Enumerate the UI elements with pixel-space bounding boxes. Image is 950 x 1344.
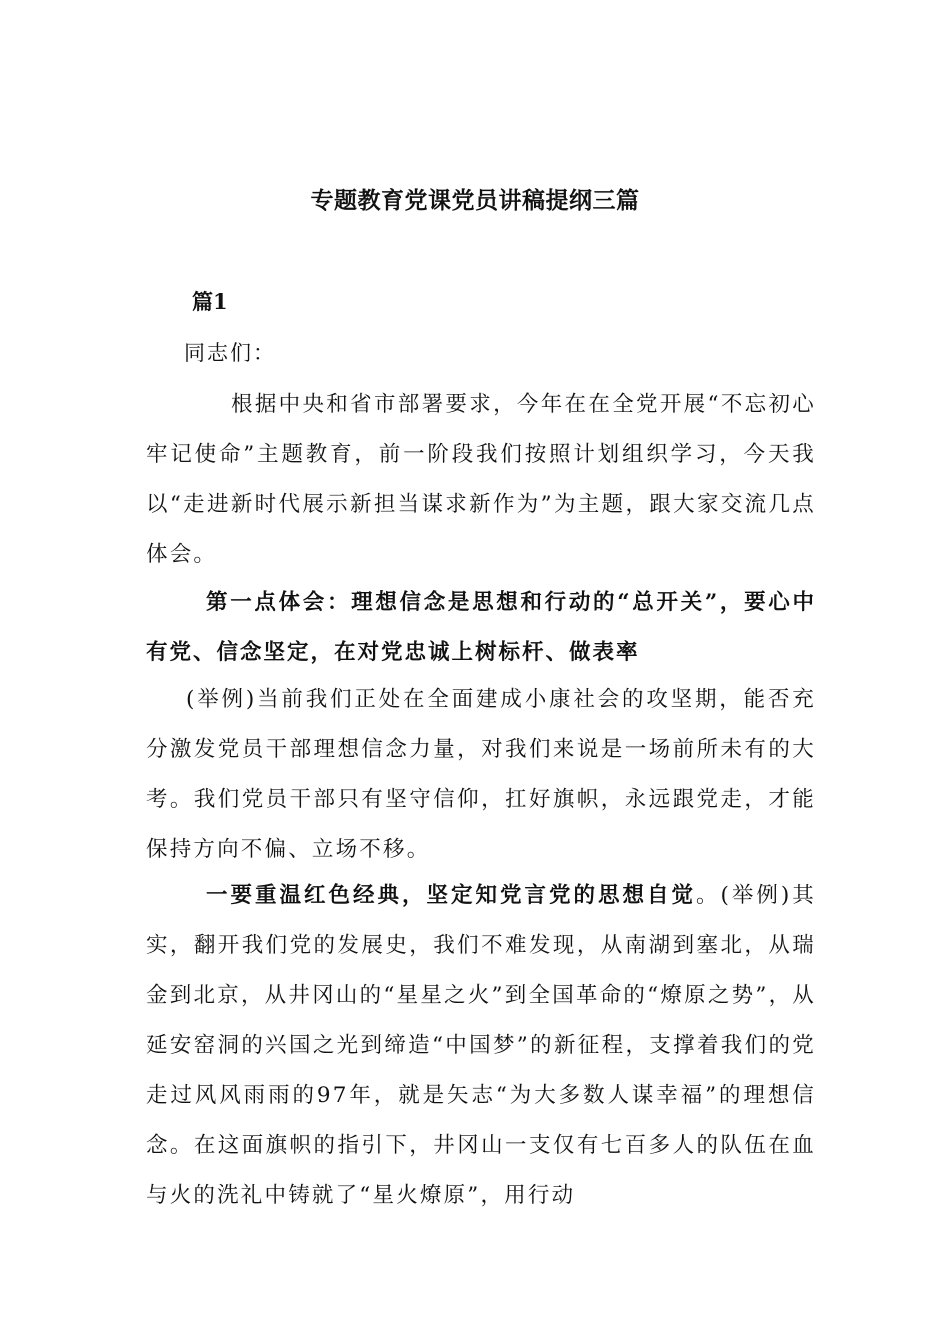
intro-paragraph: 根据中央和省市部署要求，今年在在全党开展“不忘初心牢记使命”主题教育，前一阶段我们按照计划组织学习，今天我以“走进新时代展示新担当谋求新作为”为主题，跟大家交流几点体会。	[146, 392, 816, 567]
point-paragraph	[146, 871, 816, 1221]
point-heading: 第一点体会：理想信念是思想和行动的“总开关”，要心中有党、信念坚定，在对党忠诚上树标杆、做表率	[146, 590, 816, 665]
greeting-text: 同志们：	[184, 341, 276, 365]
example-paragraph: (举例)当前我们正处在全面建成小康社会的攻坚期，能否充分激发党员干部理想信念力量，对我们来说是一场前所未有的大考。我们党员干部只有坚守信仰，扛好旗帜，永远跟党走，才能保持方向不偏、立场不移。	[146, 687, 816, 862]
point-body-text: 。(举例)其实，翻开我们党的发展史，我们不难发现，从南湖到塞北，从瑞金到北京，从井冈山的“星星之火”到全国革命的“燎原之势”，从延安窑洞的兴国之光到缔造“中国梦”的新征程，支撑着我们的党走过风风雨雨的97年，就是矢志“为大多数人谋幸福”的理想信念。在这面旗帜的指引下，井冈山一支仅有七百多人的队伍在血与火的洗礼中铸就了“星火燎原”，用行动	[146, 883, 816, 1208]
section-label: 篇1	[192, 289, 228, 314]
point-bold-lead: 一要重温红色经典，坚定知党言党的思想自觉	[206, 883, 697, 908]
document-title: 专题教育党课党员讲稿提纲三篇	[310, 187, 640, 214]
